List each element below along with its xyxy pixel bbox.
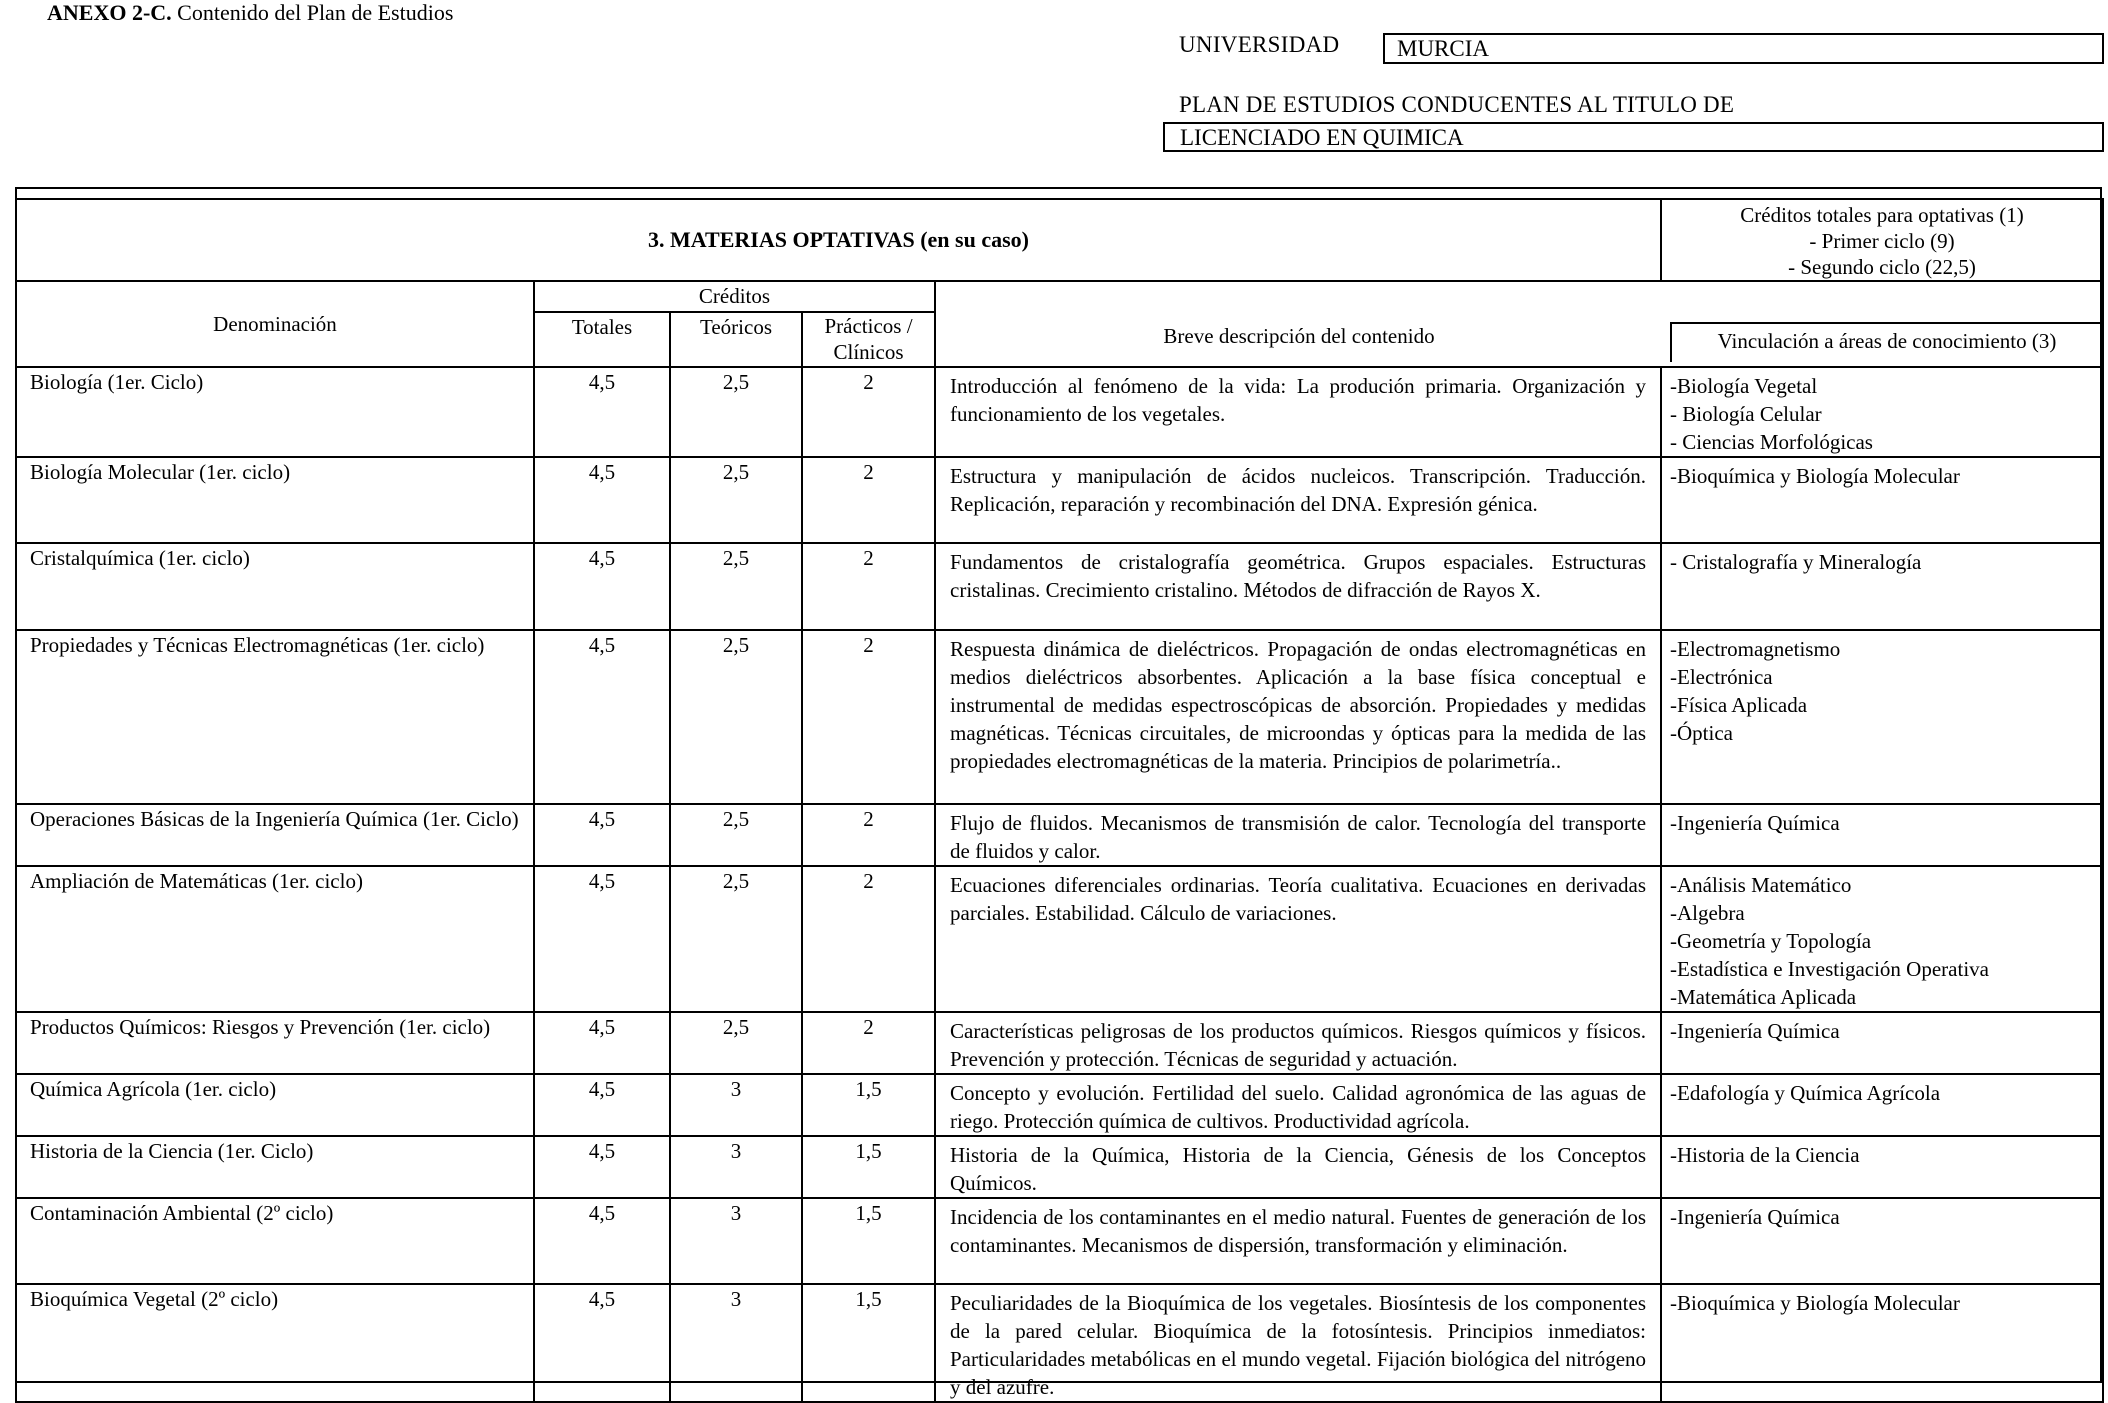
credits-total: 4,5 xyxy=(534,1012,670,1074)
credits-total: 4,5 xyxy=(534,1284,670,1402)
credits-total: 4,5 xyxy=(534,543,670,630)
credits-theory: 2,5 xyxy=(670,543,802,630)
credits-practice: 2 xyxy=(802,457,935,543)
col-header-practicos-line1: Prácticos / xyxy=(824,313,913,338)
content-description: Historia de la Química, Historia de la Ciencia, Génesis de los Conceptos Químicos. xyxy=(935,1136,1661,1198)
credits-practice: 2 xyxy=(802,630,935,804)
credits-practice: 2 xyxy=(802,367,935,457)
table-title: 3. MATERIAS OPTATIVAS (en su caso) xyxy=(16,199,1661,281)
subject-name: Biología Molecular (1er. ciclo) xyxy=(16,457,534,543)
knowledge-area-item: -Bioquímica y Biología Molecular xyxy=(1670,1291,1960,1315)
knowledge-areas xyxy=(1661,1074,2103,1136)
table-row xyxy=(16,543,2103,630)
content-description: Introducción al fenómeno de la vida: La produción primaria. Organización y funcionamiento de los vegetales. xyxy=(935,367,1661,457)
content-description: Peculiaridades de la Bioquímica de los vegetales. Biosíntesis de los componentes de la pared celular. Bioquímica de la fotosíntesis. Principios inmediatos: Particularidades metabólicas en el mundo vegetal. Fijación biológica del nitrógeno y del azufre. xyxy=(935,1284,1661,1402)
table-row xyxy=(16,1074,2103,1136)
credits-practice: 1,5 xyxy=(802,1198,935,1284)
university-field: MURCIA xyxy=(1383,33,2104,64)
first-cycle-credits: - Primer ciclo (9) xyxy=(1809,229,1955,253)
knowledge-area-item: -Historia de la Ciencia xyxy=(1670,1143,1860,1167)
optional-subjects-table xyxy=(15,198,2104,1403)
credits-theory: 3 xyxy=(670,1198,802,1284)
knowledge-area-item: -Ingeniería Química xyxy=(1670,811,1840,835)
header-row-1 xyxy=(16,281,2103,312)
knowledge-area-item: - Ciencias Morfológicas xyxy=(1670,430,1873,454)
knowledge-areas xyxy=(1661,630,2103,804)
table-row xyxy=(16,1012,2103,1074)
table-row xyxy=(16,457,2103,543)
credits-total: 4,5 xyxy=(534,1074,670,1136)
credits-total: 4,5 xyxy=(534,630,670,804)
credits-total: 4,5 xyxy=(534,367,670,457)
annex-title: Contenido del Plan de Estudios xyxy=(177,0,454,25)
knowledge-areas xyxy=(1661,1012,2103,1074)
subject-name: Contaminación Ambiental (2º ciclo) xyxy=(16,1198,534,1284)
credits-theory: 2,5 xyxy=(670,866,802,1012)
credits-theory: 2,5 xyxy=(670,804,802,866)
col-header-desc-vinc xyxy=(935,281,2103,367)
col-header-descripcion: Breve descripción del contenido xyxy=(1163,324,1435,348)
knowledge-area-item: -Estadística e Investigación Operativa xyxy=(1670,957,1989,981)
knowledge-area-item: -Óptica xyxy=(1670,721,1733,745)
table-title-row xyxy=(16,199,2103,281)
credits-practice: 2 xyxy=(802,866,935,1012)
credits-theory: 3 xyxy=(670,1136,802,1198)
knowledge-area-item: -Edafología y Química Agrícola xyxy=(1670,1081,1941,1105)
degree-field: LICENCIADO EN QUIMICA xyxy=(1163,122,2104,152)
content-description: Características peligrosas de los productos químicos. Riesgos químicos y físicos. Prevención y protección. Técnicas de seguridad y actuación. xyxy=(935,1012,1661,1074)
university-label: UNIVERSIDAD xyxy=(1179,32,1340,57)
credits-theory: 3 xyxy=(670,1074,802,1136)
credits-practice: 2 xyxy=(802,1012,935,1074)
content-description: Incidencia de los contaminantes en el medio natural. Fuentes de generación de los contaminantes. Mecanismos de dispersión, transformación y eliminación. xyxy=(935,1198,1661,1284)
content-description: Respuesta dinámica de dieléctricos. Propagación de ondas electromagnéticas en medios dieléctricos absorbentes. Aplicación a la base física conceptual e instrumental de medidas espectroscópicas de absorción. Propiedades y medidas magnéticas. Técnicas circuitales, de microondas y ópticas para la medida de las propiedades electromagnéticas de la materia. Principios de polarimetría.. xyxy=(935,630,1661,804)
subject-name: Propiedades y Técnicas Electromagnéticas (1er. ciclo) xyxy=(16,630,534,804)
table-row xyxy=(16,804,2103,866)
credits-total: 4,5 xyxy=(534,866,670,1012)
total-credits-title: Créditos totales para optativas (1) xyxy=(1740,203,2024,227)
col-header-totales: Totales xyxy=(534,312,670,367)
knowledge-areas xyxy=(1661,1284,2103,1402)
knowledge-area-item: -Física Aplicada xyxy=(1670,693,1808,717)
col-header-practicos-line2: Clínicos xyxy=(833,339,904,364)
knowledge-areas xyxy=(1661,543,2103,630)
annex-heading xyxy=(47,0,453,26)
knowledge-area-item: -Matemática Aplicada xyxy=(1670,985,1857,1009)
subject-name: Cristalquímica (1er. ciclo) xyxy=(16,543,534,630)
knowledge-areas xyxy=(1661,457,2103,543)
credits-theory: 2,5 xyxy=(670,630,802,804)
credits-practice: 1,5 xyxy=(802,1136,935,1198)
knowledge-areas xyxy=(1661,1198,2103,1284)
subject-name: Productos Químicos: Riesgos y Prevención (1er. ciclo) xyxy=(16,1012,534,1074)
knowledge-areas xyxy=(1661,866,2103,1012)
credits-total: 4,5 xyxy=(534,804,670,866)
credits-practice: 1,5 xyxy=(802,1074,935,1136)
knowledge-area-item: -Ingeniería Química xyxy=(1670,1205,1840,1229)
knowledge-area-item: -Biología Vegetal xyxy=(1670,374,1818,398)
table-row xyxy=(16,866,2103,1012)
credits-practice: 2 xyxy=(802,804,935,866)
credits-total: 4,5 xyxy=(534,1198,670,1284)
knowledge-areas xyxy=(1661,804,2103,866)
table-row xyxy=(16,367,2103,457)
credits-practice: 1,5 xyxy=(802,1284,935,1402)
knowledge-areas xyxy=(1661,367,2103,457)
subject-name: Bioquímica Vegetal (2º ciclo) xyxy=(16,1284,534,1402)
credits-total: 4,5 xyxy=(534,1136,670,1198)
table-row xyxy=(16,1284,2103,1402)
content-description: Ecuaciones diferenciales ordinarias. Teoría cualitativa. Ecuaciones en derivadas parciales. Estabilidad. Cálculo de variaciones. xyxy=(935,866,1661,1012)
table-row xyxy=(16,1198,2103,1284)
knowledge-area-item: -Análisis Matemático xyxy=(1670,873,1852,897)
credits-theory: 3 xyxy=(670,1284,802,1402)
knowledge-areas xyxy=(1661,1136,2103,1198)
subject-name: Ampliación de Matemáticas (1er. ciclo) xyxy=(16,866,534,1012)
knowledge-area-item: - Cristalografía y Mineralogía xyxy=(1670,550,1922,574)
content-description: Estructura y manipulación de ácidos nucleicos. Transcripción. Traducción. Replicación, reparación y recombinación del DNA. Expresión génica. xyxy=(935,457,1661,543)
knowledge-area-item: -Ingeniería Química xyxy=(1670,1019,1840,1043)
content-description: Flujo de fluidos. Mecanismos de transmisión de calor. Tecnología del transporte de fluidos y calor. xyxy=(935,804,1661,866)
total-credits-box xyxy=(1661,199,2103,281)
knowledge-area-item: -Algebra xyxy=(1670,901,1745,925)
table-row xyxy=(16,630,2103,804)
knowledge-area-item: -Bioquímica y Biología Molecular xyxy=(1670,464,1960,488)
knowledge-area-item: - Biología Celular xyxy=(1670,402,1822,426)
annex-number: ANEXO 2-C. xyxy=(47,0,172,25)
subject-name: Química Agrícola (1er. ciclo) xyxy=(16,1074,534,1136)
credits-practice: 2 xyxy=(802,543,935,630)
col-header-practicos xyxy=(802,312,935,367)
col-header-denominacion: Denominación xyxy=(16,281,534,367)
credits-theory: 2,5 xyxy=(670,367,802,457)
content-description: Fundamentos de cristalografía geométrica. Grupos espaciales. Estructuras cristalinas. Crecimiento cristalino. Métodos de difracción de Rayos X. xyxy=(935,543,1661,630)
credits-total: 4,5 xyxy=(534,457,670,543)
col-header-creditos: Créditos xyxy=(534,281,935,312)
second-cycle-credits: - Segundo ciclo (22,5) xyxy=(1788,255,1976,279)
col-header-teoricos: Teóricos xyxy=(670,312,802,367)
knowledge-area-item: -Electrónica xyxy=(1670,665,1773,689)
knowledge-area-item: -Geometría y Topología xyxy=(1670,929,1872,953)
credits-theory: 2,5 xyxy=(670,1012,802,1074)
content-description: Concepto y evolución. Fertilidad del suelo. Calidad agronómica de las aguas de riego. Protección química de cultivos. Productividad agrícola. xyxy=(935,1074,1661,1136)
col-header-vinculacion: Vinculación a áreas de conocimiento (3) xyxy=(1670,322,2102,362)
subject-name: Historia de la Ciencia (1er. Ciclo) xyxy=(16,1136,534,1198)
subject-name: Operaciones Básicas de la Ingeniería Química (1er. Ciclo) xyxy=(16,804,534,866)
credits-theory: 2,5 xyxy=(670,457,802,543)
knowledge-area-item: -Electromagnetismo xyxy=(1670,637,1841,661)
subject-name: Biología (1er. Ciclo) xyxy=(16,367,534,457)
plan-label: PLAN DE ESTUDIOS CONDUCENTES AL TITULO DE xyxy=(1179,92,1735,117)
table-row xyxy=(16,1136,2103,1198)
